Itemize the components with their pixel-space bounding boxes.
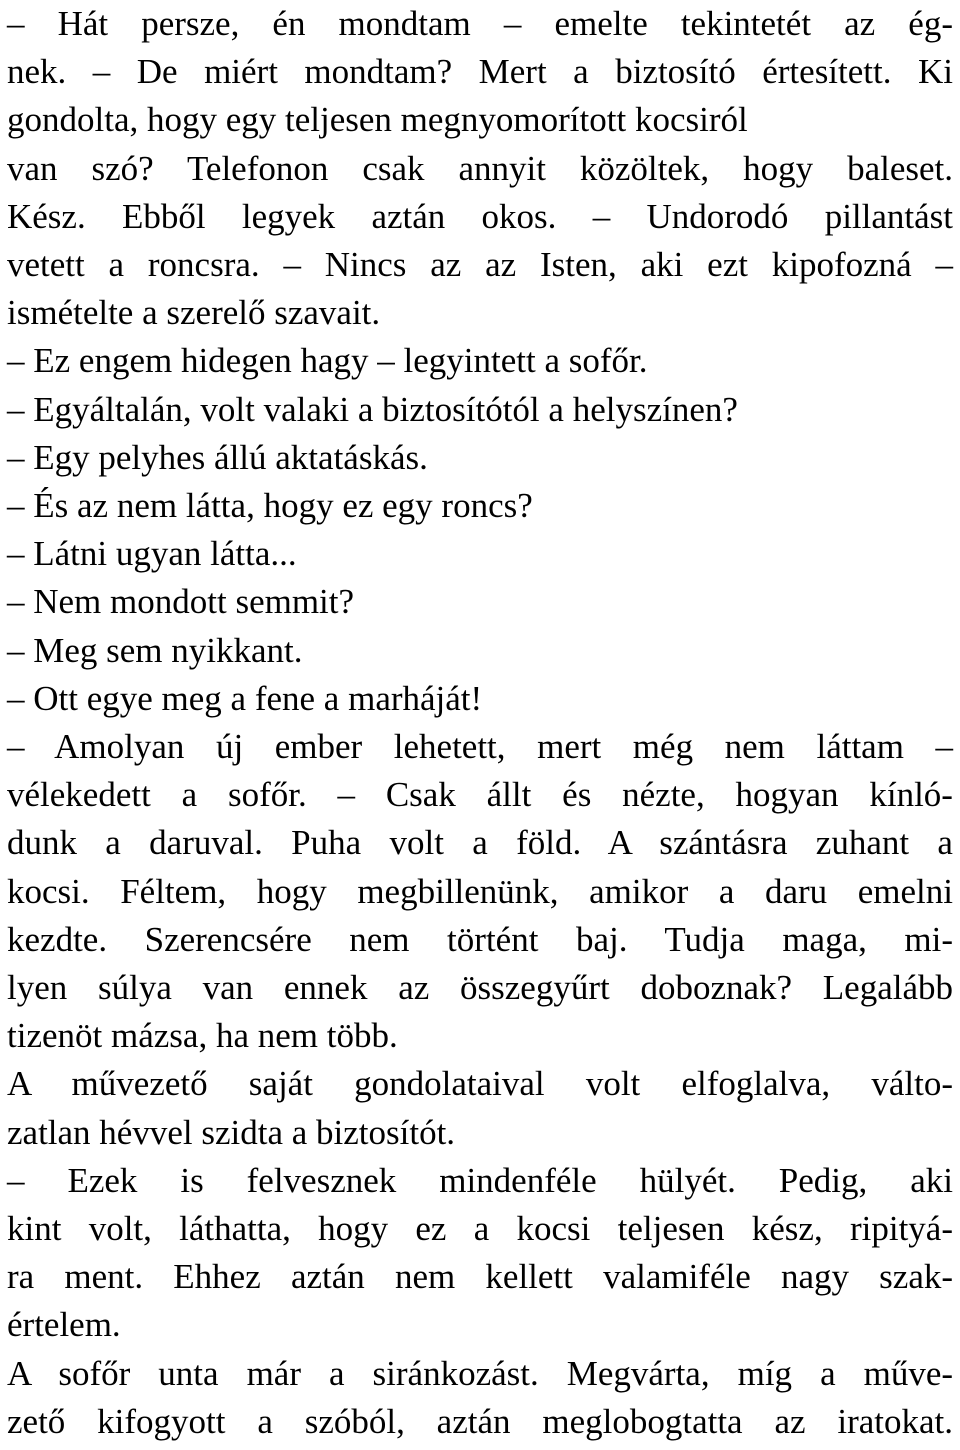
text-line: A művezető saját gondolataival volt elfoglalva, válto- [7, 1064, 954, 1104]
text-line: – Egy pelyhes állú aktatáskás. [7, 437, 428, 477]
text-line: zető kifogyott a szóból, aztán meglobogtatta az iratokat. [7, 1401, 954, 1441]
text-line: gondolta, hogy egy teljesen megnyomorított kocsiról [7, 100, 748, 140]
text-line: kint volt, láthatta, hogy ez a kocsi teljesen kész, ripityá- [7, 1209, 953, 1248]
text-line: ra ment. Ehhez aztán nem kellett valamiféle nagy szak- [7, 1257, 954, 1297]
text-line: értelem. [7, 1305, 121, 1345]
text-line: ismételte a szerelő szavait. [7, 293, 381, 333]
text-line: – Ez engem hidegen hagy – legyintett a sofőr. [7, 341, 648, 381]
text-line: – Amolyan új ember lehetett, mert még nem láttam – [7, 727, 954, 766]
text-line: – Egyáltalán, volt valaki a biztosítótól a helyszínen? [7, 389, 738, 429]
text-line: Kész. Ebből legyek aztán okos. – Undorodó pillantást [7, 196, 954, 236]
text-line: tizenöt mázsa, ha nem több. [7, 1016, 398, 1056]
text-line: van szó? Telefonon csak annyit közöltek, hogy baleset. [7, 148, 953, 188]
text-line: – Nem mondott semmit? [7, 582, 355, 622]
text-line: – És az nem látta, hogy ez egy roncs? [7, 486, 533, 525]
text-line: dunk a daruval. Puha volt a föld. A szántásra zuhant a [7, 823, 953, 863]
text-line: vélekedett a sofőr. – Csak állt és nézte, hogyan kínló- [7, 775, 953, 815]
text-line: lyen súlya van ennek az összegyűrt doboznak? Legalább [7, 968, 953, 1007]
text-line: kezdte. Szerencsére nem történt baj. Tudja maga, mi- [7, 919, 954, 959]
text-line: – Hát persze, én mondtam – emelte tekintetét az ég- [7, 4, 953, 43]
text-line: kocsi. Féltem, hogy megbillenünk, amikor a daru emelni [7, 871, 953, 911]
text-line: – Ezek is felvesznek mindenféle hülyét. Pedig, aki [7, 1160, 953, 1200]
text-line: vetett a roncsra. – Nincs az az Isten, aki ezt kipofozná – [7, 245, 954, 284]
text-line: – Meg sem nyikkant. [7, 630, 303, 670]
text-line: nek. – De miért mondtam? Mert a biztosító értesített. Ki [7, 52, 953, 92]
text-line: – Ott egye meg a fene a marháját! [7, 678, 483, 718]
text-line: zatlan hévvel szidta a biztosítót. [7, 1112, 456, 1152]
text-line: – Látni ugyan látta... [7, 534, 297, 574]
text-line: A sofőr unta már a siránkozást. Megvárta, míg a műve- [7, 1353, 954, 1393]
